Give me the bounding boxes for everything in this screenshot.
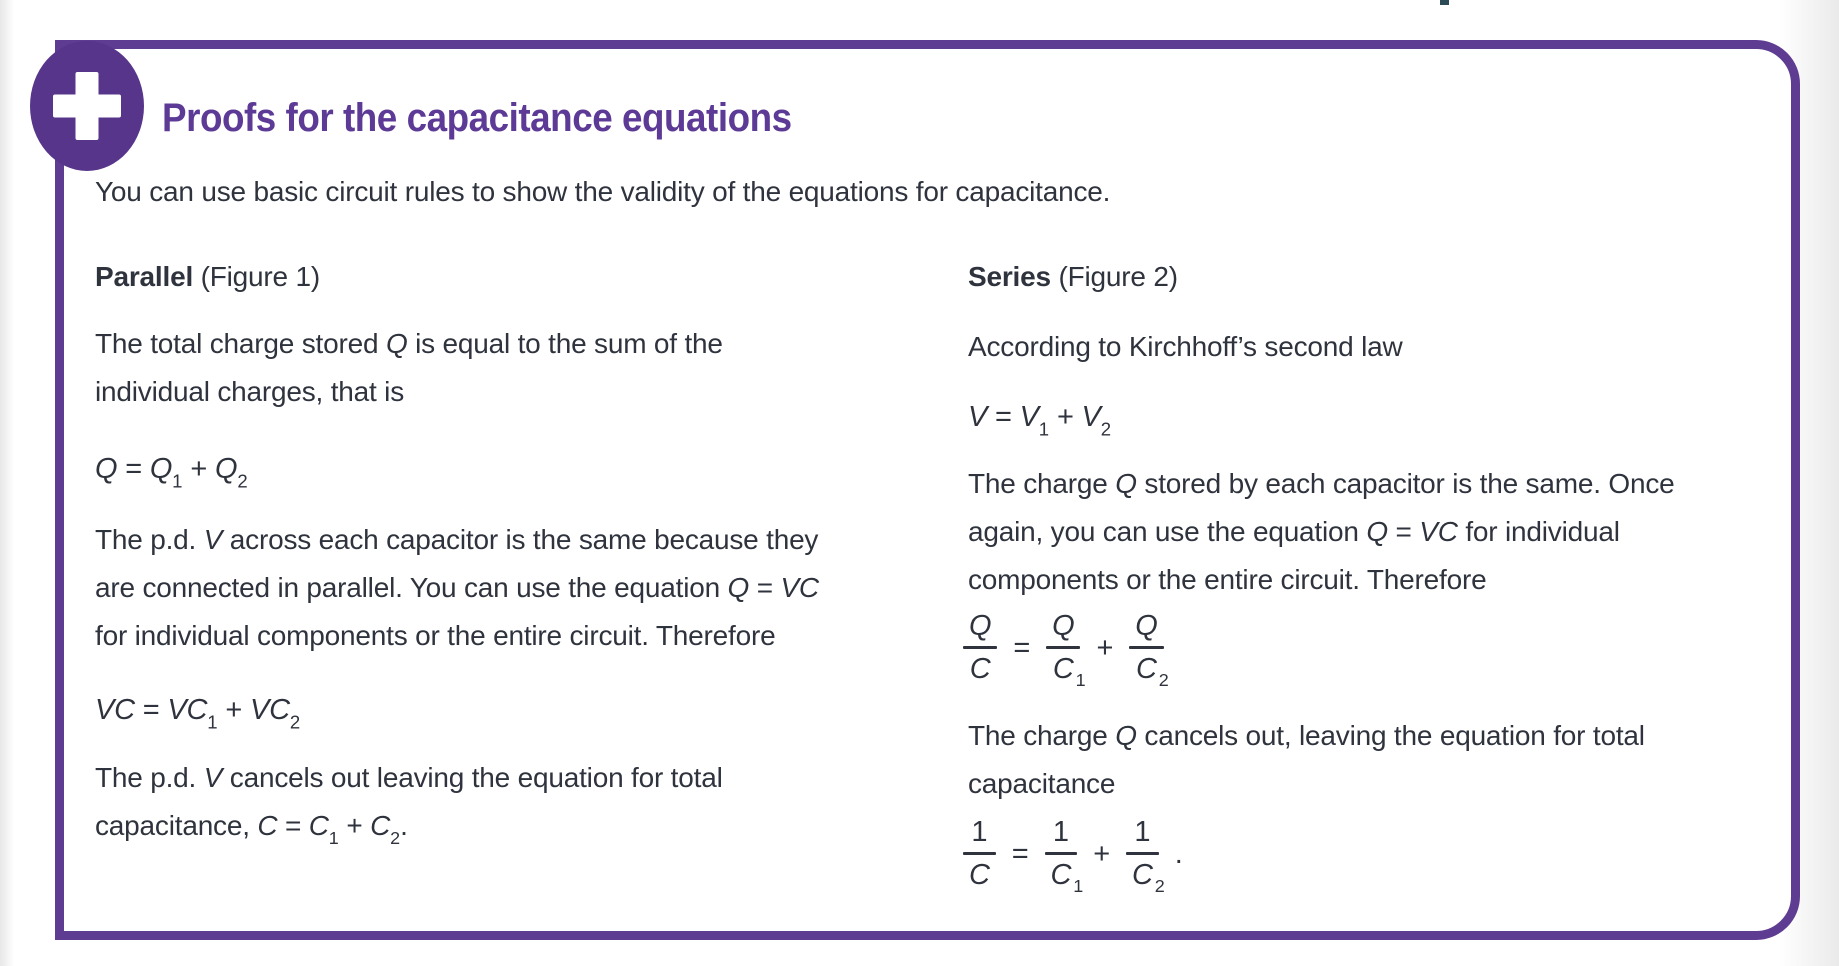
text-line: for individual components or the entire circuit. Therefore xyxy=(95,620,776,651)
equation-vc-sum: VC = $VC_1 + VC_2$ xyxy=(95,694,301,733)
text-line: The total charge stored Q is equal to the sum of the xyxy=(95,328,723,359)
left-edge-shade xyxy=(0,0,14,966)
plus-icon xyxy=(76,72,99,140)
cropped-text-artifact xyxy=(1440,0,1449,5)
text-line: According to Kirchhoff’s second law xyxy=(968,331,1403,362)
text-line: are connected in parallel. You can use the equation Q = VC xyxy=(95,572,819,603)
text-line: The charge Q stored by each capacitor is the same. Once xyxy=(968,468,1675,499)
series-heading: Series (Figure 2) xyxy=(968,261,1178,292)
text-line: The charge Q cancels out, leaving the equation for total xyxy=(968,720,1645,751)
parallel-para-1 xyxy=(95,328,723,424)
text-line: The p.d. V cancels out leaving the equation for total xyxy=(95,762,723,793)
parallel-para-3 xyxy=(95,762,723,858)
text-line: The p.d. V across each capacitor is the same because they xyxy=(95,524,819,555)
parallel-para-2 xyxy=(95,524,819,668)
equation-one-over-c: $\frac{1}{C}$ = 1 C 1 + 1 C 2 . xyxy=(963,818,1183,890)
callout-title: Proofs for the capacitance equations xyxy=(162,96,792,140)
text-line: capacitance, $C = C_1 + C_2$. xyxy=(95,810,408,848)
intro-text: You can use basic circuit rules to show the validity of the equations for capacitance. xyxy=(95,176,1111,207)
equation-q-over-c: $\frac{Q}{C}$ = Q C 1 + Q C 2 xyxy=(963,612,1164,684)
text-line: individual charges, that is xyxy=(95,376,404,407)
plus-badge xyxy=(30,41,144,171)
series-para-1 xyxy=(968,331,1403,379)
series-para-2 xyxy=(968,468,1675,612)
text-line: again, you can use the equation Q = VC for individual xyxy=(968,516,1620,547)
equation-v-sum: $V = V_1 + V_2$ xyxy=(968,401,1112,440)
text-line: capacitance xyxy=(968,768,1116,799)
text-line: components or the entire circuit. Therefore xyxy=(968,564,1487,595)
equation-q-sum: $Q = Q_1 + Q_2$ xyxy=(95,453,248,492)
parallel-heading: Parallel (Figure 1) xyxy=(95,261,320,292)
series-para-3 xyxy=(968,720,1645,816)
